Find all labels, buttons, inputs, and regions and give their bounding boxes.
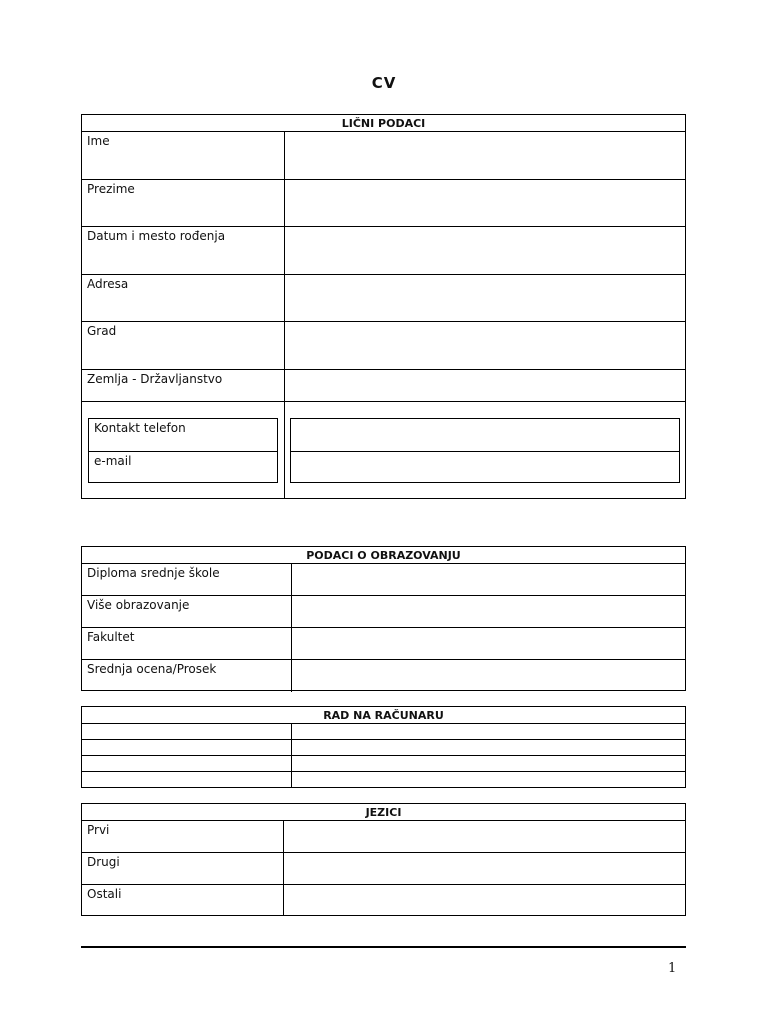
field-value-datum-mesto-rodjenja[interactable] xyxy=(285,227,685,274)
table-row xyxy=(82,132,685,180)
table-row xyxy=(82,275,685,322)
field-value-drugi[interactable] xyxy=(284,853,685,884)
field-value-srednja-ocena[interactable] xyxy=(292,660,685,692)
field-label-zemlja-drzavljanstvo: Zemlja - Državljanstvo xyxy=(82,370,285,401)
computer-skills-header: RAD NA RAČUNARU xyxy=(82,707,685,724)
table-row xyxy=(82,772,685,787)
field-label-prezime: Prezime xyxy=(82,180,285,226)
table-row xyxy=(82,227,685,275)
field-label-grad: Grad xyxy=(82,322,285,369)
table-row xyxy=(82,853,685,885)
field-value-vise-obrazovanje[interactable] xyxy=(292,596,685,627)
contact-value-phone[interactable] xyxy=(291,419,679,452)
computer-skill-label[interactable] xyxy=(82,756,292,771)
table-row xyxy=(82,370,685,402)
field-label-diploma-srednje-skole: Diploma srednje škole xyxy=(82,564,292,595)
table-row xyxy=(82,756,685,772)
field-value-grad[interactable] xyxy=(285,322,685,369)
field-value-zemlja-drzavljanstvo[interactable] xyxy=(285,370,685,401)
field-label-ostali: Ostali xyxy=(82,885,284,915)
contact-value-email[interactable] xyxy=(291,452,679,482)
computer-skill-value[interactable] xyxy=(292,724,685,739)
table-row xyxy=(82,740,685,756)
languages-header: JEZICI xyxy=(82,804,685,821)
page-number: 1 xyxy=(668,961,677,976)
footer-divider xyxy=(81,946,686,948)
field-value-ime[interactable] xyxy=(285,132,685,179)
field-value-ostali[interactable] xyxy=(284,885,685,915)
table-row xyxy=(82,724,685,740)
table-row xyxy=(82,821,685,853)
field-value-fakultet[interactable] xyxy=(292,628,685,659)
contact-label-email: e-mail xyxy=(94,454,132,468)
table-row xyxy=(82,564,685,596)
table-row xyxy=(82,180,685,227)
computer-skill-label[interactable] xyxy=(82,724,292,739)
field-label-srednja-ocena: Srednja ocena/Prosek xyxy=(82,660,292,692)
field-value-diploma-srednje-skole[interactable] xyxy=(292,564,685,595)
education-table xyxy=(81,546,686,691)
field-value-prvi[interactable] xyxy=(284,821,685,852)
field-value-prezime[interactable] xyxy=(285,180,685,226)
computer-skill-value[interactable] xyxy=(292,740,685,755)
computer-skills-table xyxy=(81,706,686,788)
personal-data-header: LIČNI PODACI xyxy=(82,115,685,132)
field-label-drugi: Drugi xyxy=(82,853,284,884)
field-label-vise-obrazovanje: Više obrazovanje xyxy=(82,596,292,627)
table-row xyxy=(82,628,685,660)
computer-skill-value[interactable] xyxy=(292,772,685,787)
contact-label-box xyxy=(88,418,278,483)
table-row xyxy=(82,660,685,692)
field-label-fakultet: Fakultet xyxy=(82,628,292,659)
field-label-prvi: Prvi xyxy=(82,821,284,852)
contact-value-box xyxy=(290,418,680,483)
field-value-adresa[interactable] xyxy=(285,275,685,321)
table-row xyxy=(82,885,685,915)
field-label-ime: Ime xyxy=(82,132,285,179)
field-label-datum-mesto-rodjenja: Datum i mesto rođenja xyxy=(82,227,285,274)
contact-label-phone: Kontakt telefon xyxy=(89,419,277,452)
table-row xyxy=(82,322,685,370)
education-header: PODACI O OBRAZOVANJU xyxy=(82,547,685,564)
languages-table xyxy=(81,803,686,916)
document-title: CV xyxy=(371,74,397,92)
field-label-adresa: Adresa xyxy=(82,275,285,321)
computer-skill-value[interactable] xyxy=(292,756,685,771)
computer-skill-label[interactable] xyxy=(82,740,292,755)
table-row xyxy=(82,596,685,628)
computer-skill-label[interactable] xyxy=(82,772,292,787)
